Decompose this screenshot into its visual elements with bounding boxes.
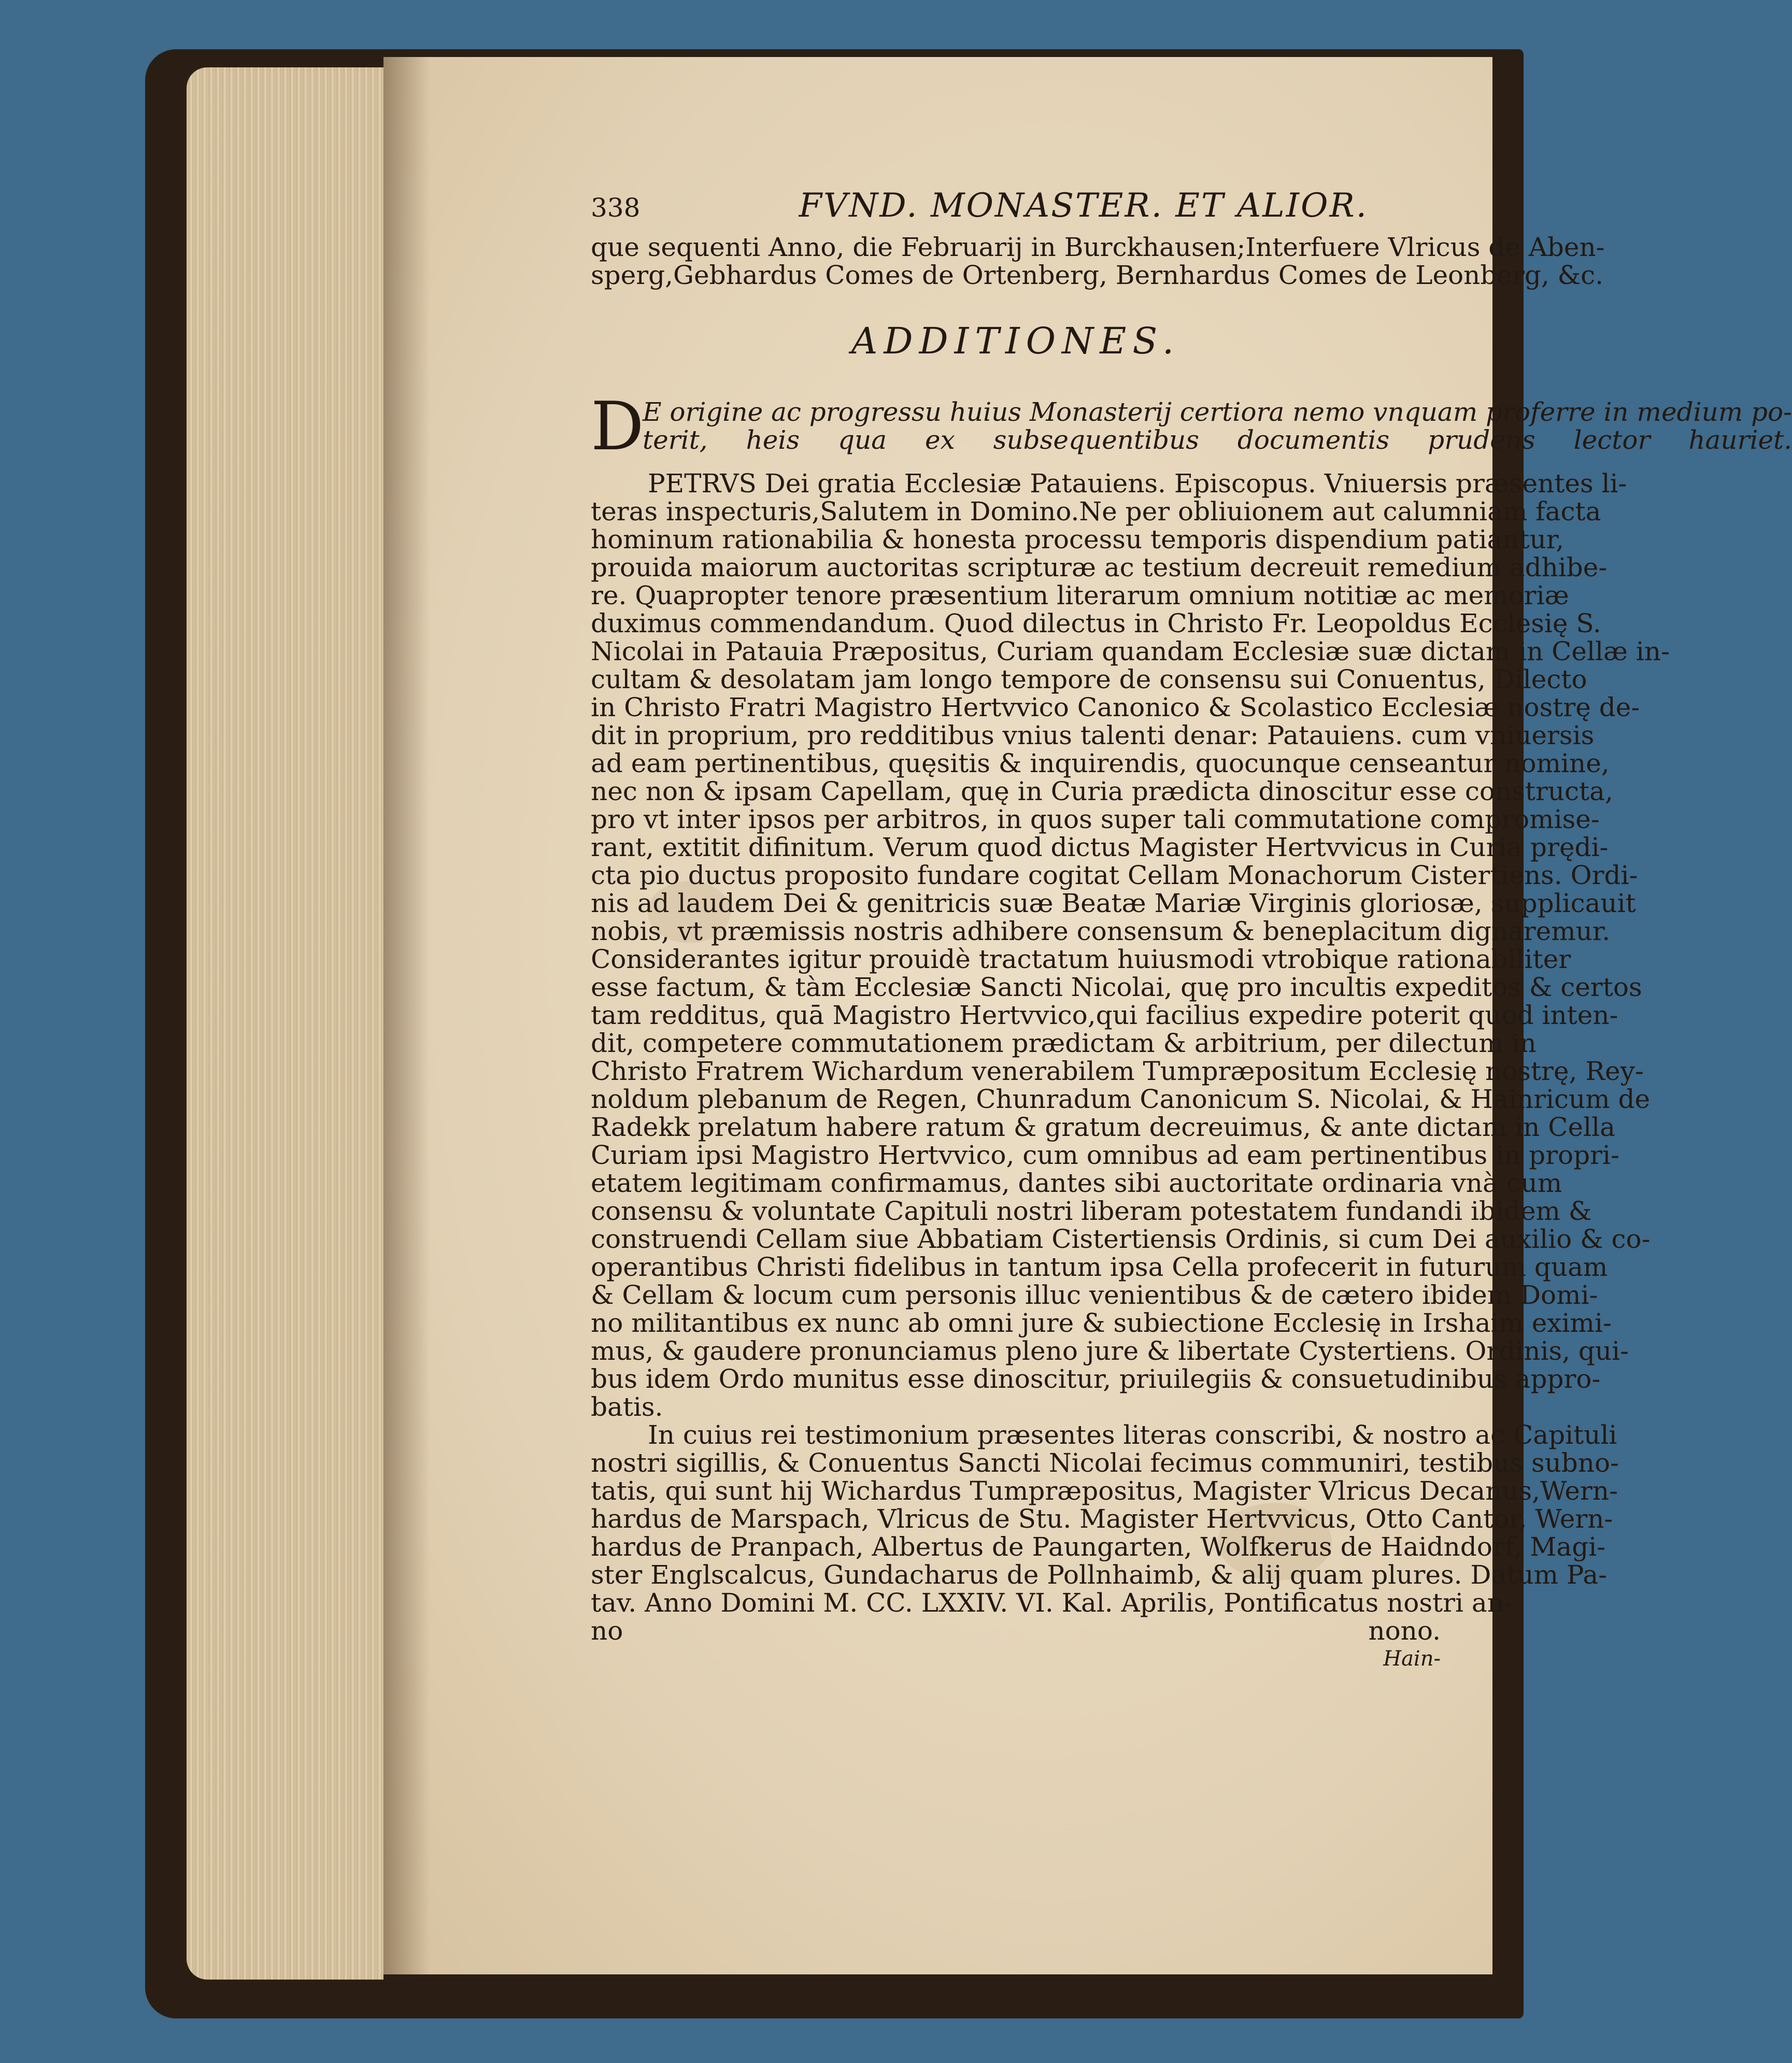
text-line: etatem legitimam confirmamus, dantes sibi auctoritate ordinaria vnà cum xyxy=(591,1168,1562,1198)
text-line: batis. xyxy=(591,1392,663,1422)
text-line: mus, & gaudere pronunciamus pleno jure & libertate Cystertiens. Ordinis, qui- xyxy=(591,1336,1629,1366)
page-number: 338 xyxy=(591,193,641,223)
text-line: Nicolai in Patauia Præpositus, Curiam quandam Ecclesiæ suæ dictam in Cellæ in- xyxy=(591,636,1670,666)
text-line: Curiam ipsi Magistro Hertvvico, cum omnibus ad eam pertinentibus in propri- xyxy=(591,1140,1619,1170)
text-line: hardus de Marspach, Vlricus de Stu. Magister Hertvvicus, Otto Cantor, Wern- xyxy=(591,1504,1613,1534)
section-title: ADDITIONES. xyxy=(851,320,1181,362)
running-title: FVND. MONASTER. ET ALIOR. xyxy=(799,187,1368,225)
text-line: rant, extitit difinitum. Verum quod dictus Magister Hertvvicus in Curia prędi- xyxy=(591,832,1609,862)
text-line: tav. Anno Domini M. CC. LXXIV. VI. Kal. Aprilis, Pontificatus nostri an- xyxy=(591,1588,1513,1618)
closing-paragraph xyxy=(591,1420,1619,1646)
intro-paragraph xyxy=(591,388,1792,465)
text-line: nis ad laudem Dei & genitricis suæ Beatæ Mariæ Virginis gloriosæ, supplicauit xyxy=(591,888,1636,918)
text-line: nostri sigillis, & Conuentus Sancti Nicolai fecimus communiri, testibus subno- xyxy=(591,1448,1619,1478)
text-line: terit, heis qua ex subsequentibus documentis prudens lector hauriet. xyxy=(643,425,1792,455)
text-line: noldum plebanum de Regen, Chunradum Canonicum S. Nicolai, & Hainricum de xyxy=(591,1084,1651,1114)
text-line: operantibus Christi fidelibus in tantum ipsa Cella profecerit in futurum quam xyxy=(591,1252,1608,1282)
catchword: Hain- xyxy=(1383,1647,1441,1671)
running-head xyxy=(591,187,1441,233)
page-gutter-shadow xyxy=(383,57,430,1974)
text-line: pro vt inter ipsos per arbitros, in quos super tali commutatione compromise- xyxy=(591,804,1600,834)
text-line: E origine ac progressu huius Monasterij certiora nemo vnquam proferre in medium po- xyxy=(643,397,1792,427)
text-line: duximus commendandum. Quod dilectus in Christo Fr. Leopoldus Ecclesię S. xyxy=(591,608,1601,638)
text-line: Christo Fratrem Wichardum venerabilem Tumpræpositum Ecclesię nostrę, Rey- xyxy=(591,1056,1644,1086)
page-edges xyxy=(187,67,383,1980)
text-line: nec non & ipsam Capellam, quę in Curia prædicta dinoscitur esse constructa, xyxy=(591,776,1613,806)
text-line: nobis, vt præmissis nostris adhibere consensum & beneplacitum dignaremur. xyxy=(591,916,1611,946)
text-line: construendi Cellam siue Abbatiam Cistertiensis Ordinis, si cum Dei auxilio & co- xyxy=(591,1224,1651,1254)
text-line: & Cellam & locum cum personis illuc venientibus & de cætero ibidem Domi- xyxy=(591,1280,1598,1310)
text-line: ster Englscalcus, Gundacharus de Pollnhaimb, & alij quam plures. Datum Pa- xyxy=(591,1560,1608,1590)
text-line: dit in proprium, pro redditibus vnius talenti denar: Patauiens. cum vniuersis xyxy=(591,720,1595,750)
text-line: Considerantes igitur prouidè tractatum huiusmodi vtrobique rationabiliter xyxy=(591,944,1571,974)
text-line: tam redditus, quā Magistro Hertvvico,qui facilius expedire poterit quod inten- xyxy=(591,1000,1618,1030)
text-line: ad eam pertinentibus, quęsitis & inquirendis, quocunque censeantur nomine, xyxy=(591,748,1610,778)
text-line: teras inspecturis,Salutem in Domino.Ne per obliuionem aut calumniam facta xyxy=(591,496,1601,527)
opening-paragraph xyxy=(591,232,1605,290)
text-line: cta pio ductus proposito fundare cogitat Cellam Monachorum Cistertiens. Ordi- xyxy=(591,860,1638,890)
drop-cap: D xyxy=(591,388,644,465)
text-line: consensu & voluntate Capituli nostri liberam potestatem fundandi ibidem & xyxy=(591,1196,1592,1226)
text-line: dit, competere commutationem prædictam & arbitrium, per dilectum in xyxy=(591,1028,1537,1058)
text-block xyxy=(591,187,1792,1673)
text-line: prouida maiorum auctoritas scripturæ ac testium decreuit remedium adhibe- xyxy=(591,552,1608,582)
text-line: tatis, qui sunt hij Wichardus Tumpræpositus, Magister Vlricus Decanus,Wern- xyxy=(591,1476,1618,1506)
text-line: PETRVS Dei gratia Ecclesiæ Patauiens. Episcopus. Vniuersis præsentes li- xyxy=(648,468,1627,499)
text-line: bus idem Ordo munitus esse dinoscitur, priuilegiis & consuetudinibus appro- xyxy=(591,1364,1601,1394)
charter-paragraph xyxy=(591,468,1670,1422)
text-line: no militantibus ex nunc ab omni jure & subiectione Ecclesię in Irshaim eximi- xyxy=(591,1308,1612,1338)
text-line: In cuius rei testimonium præsentes literas conscribi, & nostro ac Capituli xyxy=(648,1420,1617,1450)
text-line: in Christo Fratri Magistro Hertvvico Canonico & Scolastico Ecclesiæ nostrę de- xyxy=(591,692,1640,722)
text-line: re. Quapropter tenore præsentium literarum omnium notitiæ ac memoriæ xyxy=(591,580,1569,610)
text-line: hominum rationabilia & honesta processu temporis dispendium patiantur, xyxy=(591,524,1565,554)
text-line: hardus de Pranpach, Albertus de Paungarten, Wolfkerus de Haidndorf, Magi- xyxy=(591,1532,1606,1562)
text-line: Radekk prelatum habere ratum & gratum decreuimus, & ante dictam in Cella xyxy=(591,1112,1615,1142)
text-line: no nono. xyxy=(591,1616,1441,1646)
text-line: cultam & desolatam jam longo tempore de consensu sui Conuentus, Dilecto xyxy=(591,664,1587,694)
text-line: que sequenti Anno, die Februarij in Burckhausen;Interfuere Vlricus de Aben- xyxy=(591,232,1605,262)
text-line: sperg,Gebhardus Comes de Ortenberg, Bernhardus Comes de Leonberg, &c. xyxy=(591,260,1604,290)
text-line: esse factum, & tàm Ecclesiæ Sancti Nicolai, quę pro incultis expeditos & certos xyxy=(591,972,1642,1002)
